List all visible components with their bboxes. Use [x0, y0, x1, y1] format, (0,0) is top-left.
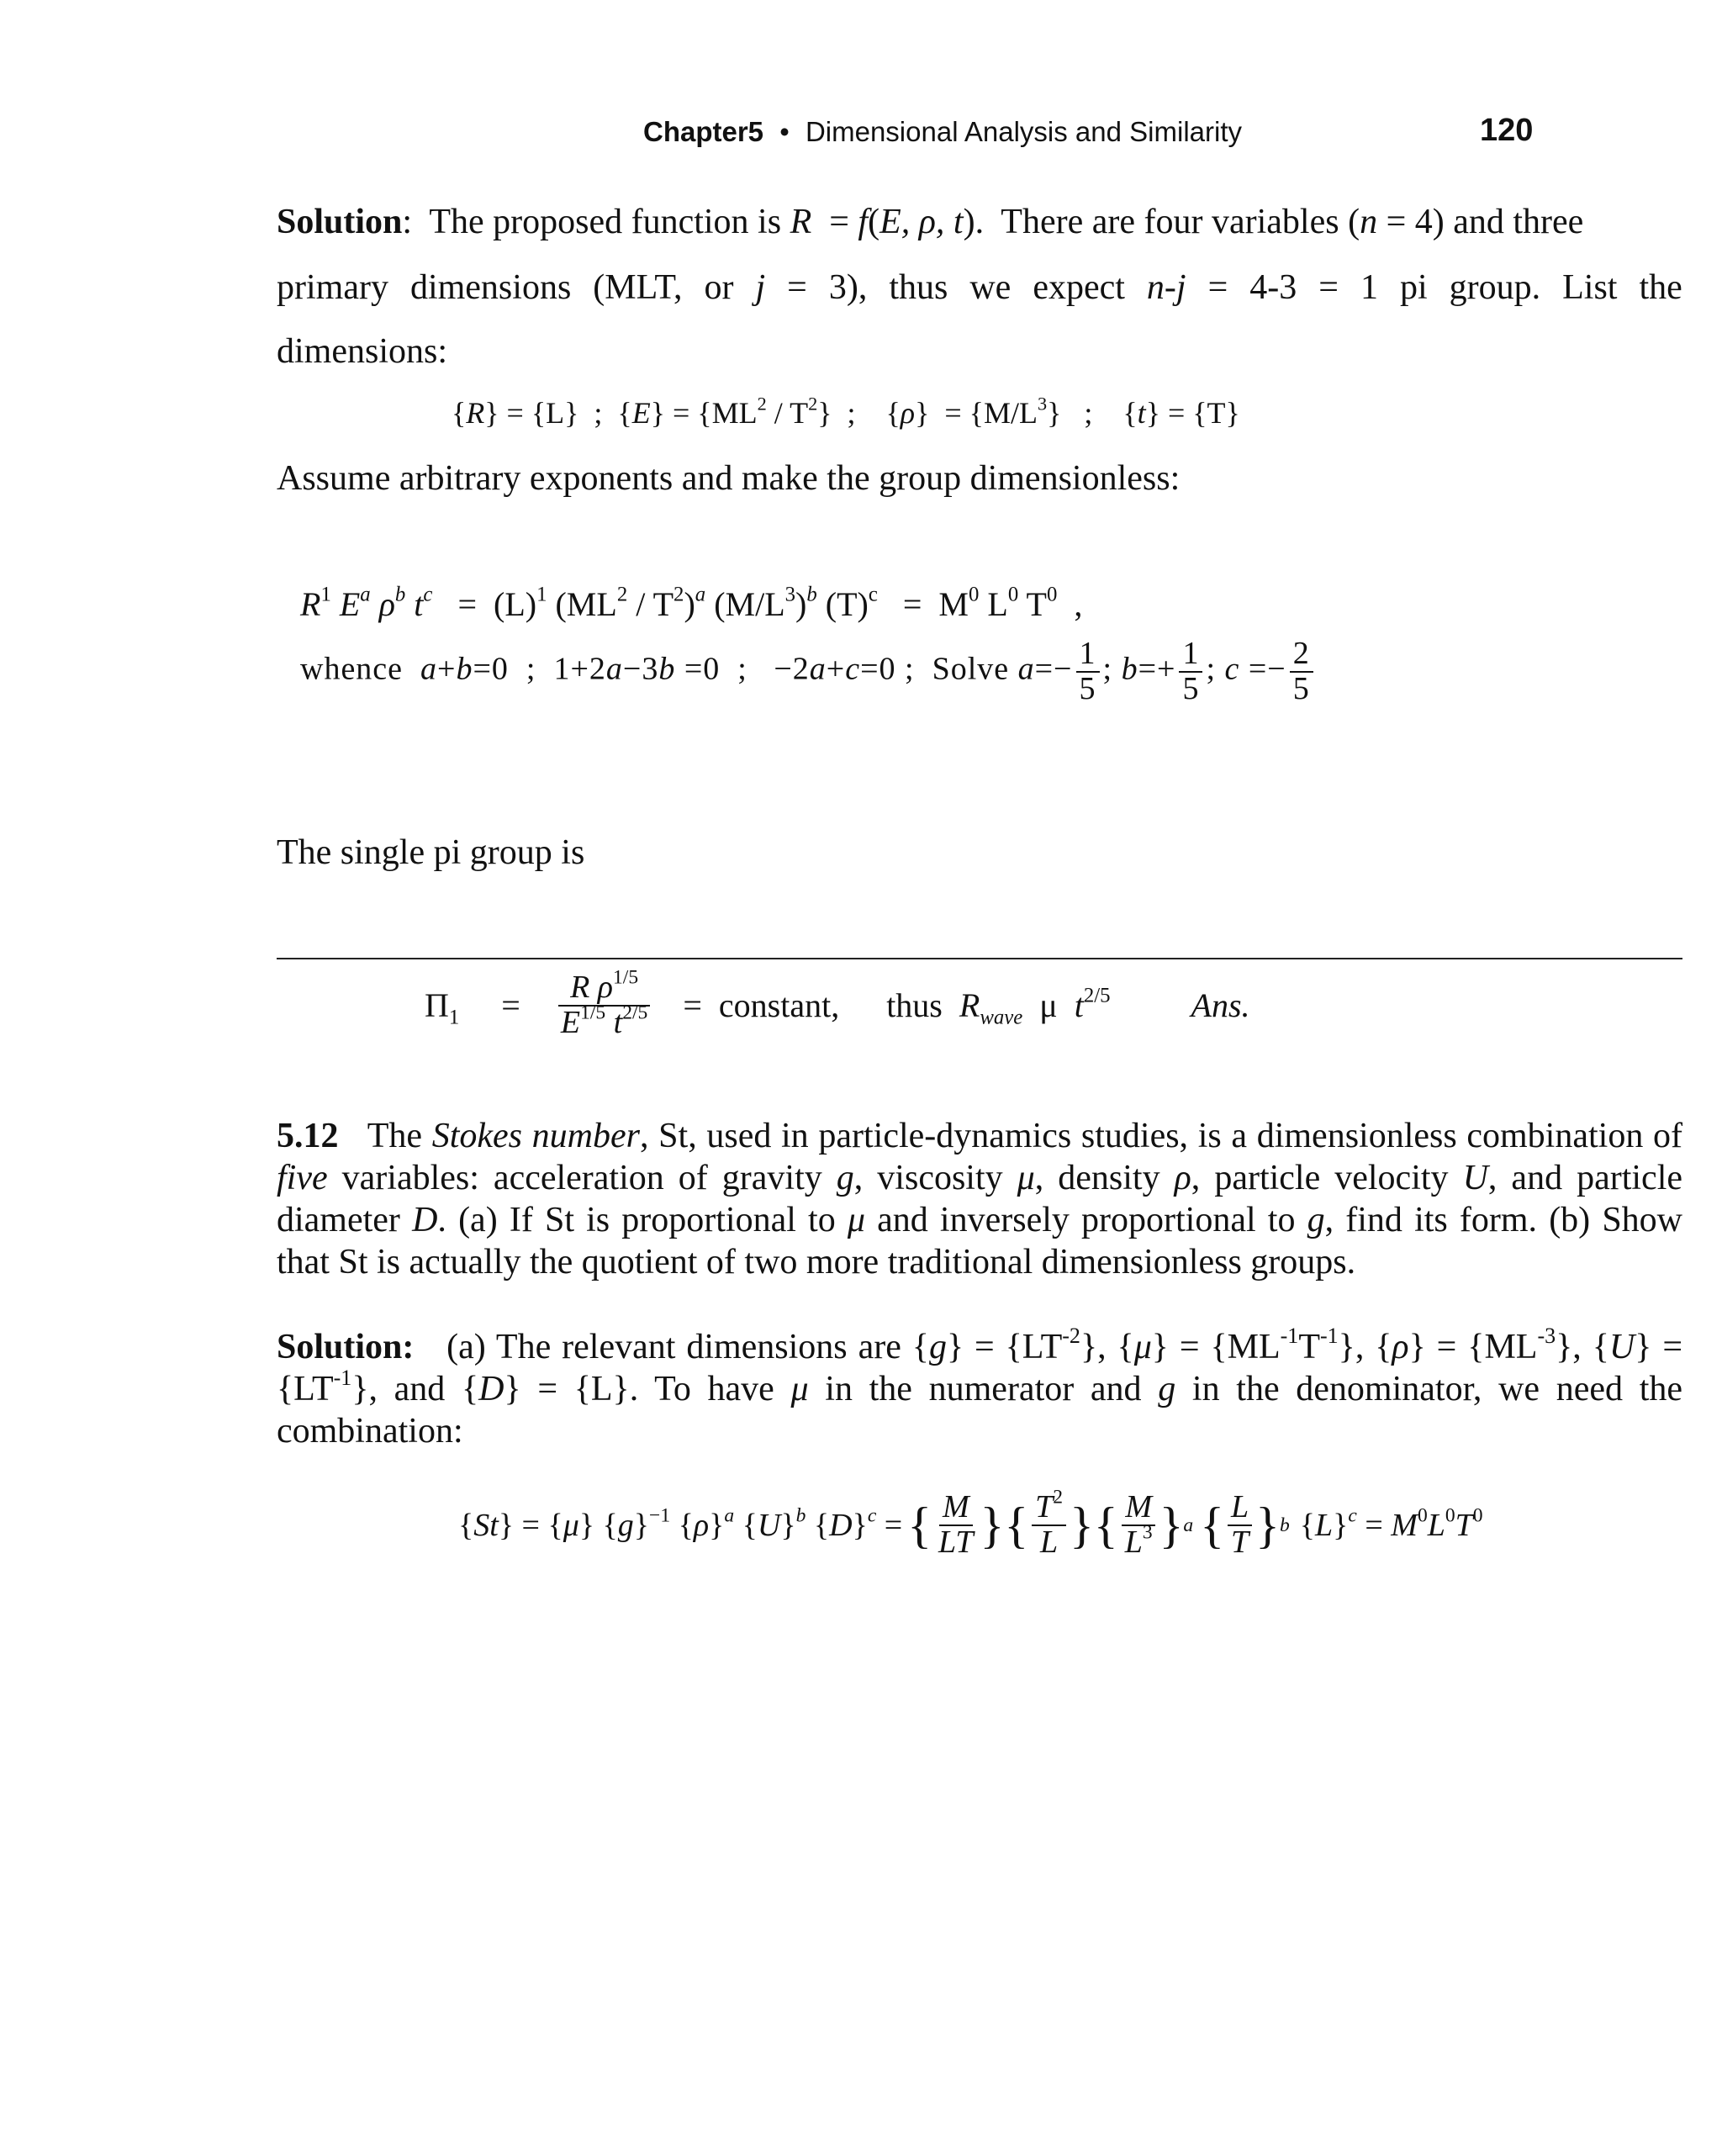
pi-fraction: $\frac{R \rho^{1/5}}{E^{1/5} t^{2/5}}$ [557, 971, 651, 1040]
solution-5-12: Solution: (a) The relevant dimensions are $\{g\} = \{LT^{-2}\}$, $\{\mu\} = \{ML^{-1}T^{-1}\}$, $\{\rho\} = \{ML^{-3}\}$, $\{U\} = \{LT^{-1}\}$, and {D} = {L}. To have μ in the numerator and g in the denominator, we need the combination: [277, 1323, 1683, 1451]
header-bullet: • [779, 116, 790, 147]
assume-line: Assume arbitrary exponents and make the group dimensionless: [277, 459, 1181, 498]
solution-intro-line: Solution: The proposed function is R = f(E, ρ, t). There are four variables (n = 4) and three [277, 203, 1584, 241]
fraction-c: $\frac{2}{5}$ [1290, 637, 1313, 706]
group-equation: $R^1$ $E^a$ $\rho^b$ $t^c = (L)^1$ $(ML^2 / T^2)^a$ $(M/L^3)^b$ $(T)^c = M^0$ $L^0$ $T^0$ , [300, 583, 1083, 623]
page-number: 120 [1480, 113, 1534, 148]
solution-line-2: primary dimensions (MLT, or j = 3), thus we expect n-j = 4-3 = 1 pi group. List the [277, 268, 1682, 307]
dimensions-equation: {R} = {L} ; $\{E\} = \{ML^2 / T^2\}$ ; $\{\rho\} = \{M/L^3\}$ ; {t} = {T} [452, 393, 1240, 430]
problem-5-12: 5.12 The Stokes number, St, used in particle-dynamics studies, is a dimensionless combination of five variables: acceleration of gravity g, viscosity μ, density ρ, particle velocity U, and particle diameter D. (a) If St is proportional to μ and inversely proportional to g, find its form. (b) Show that St is actually the quotient of two more traditional dimensionless groups. [277, 1117, 1683, 1281]
fraction-a: $\frac{1}{5}$ [1076, 637, 1100, 706]
solution-line-3: dimensions: [277, 332, 448, 371]
single-pi-line: The single pi group is [277, 833, 585, 872]
whence-equation: whence a+b=0 ; 1+2a−3b =0 ; −2a+c=0 ; Solve a=− $\frac{1}{5}$ ; b=+ $\frac{1}{5}$ ; c =− $\frac{2}{5}$ [300, 637, 1317, 706]
divider-line [277, 958, 1682, 959]
chapter-label: Chapter5 [643, 116, 764, 147]
pi-result-equation: $\Pi_1$ = $\frac{R \rho^{1/5}}{E^{1/5} t^{2/5}}$ = constant, thus $R_{wave}$ μ $t^{2/5}$ Ans. [425, 966, 1250, 1040]
solution2-label: Solution: [277, 1328, 415, 1366]
running-header [643, 116, 1242, 148]
fraction-b: $\frac{1}{5}$ [1179, 637, 1202, 706]
stokes-equation: {St} = {μ} $\{g\}^{-1}$ $\{\rho\}^a$ $\{U\}^b$ $\{D\}^c$ = { $\frac{M}{LT}$ }{ $\frac{T^2}{L}$ }{ $\frac{M}{L^3}$ } a { $\frac{L}{T}$ } b $\{L\}^c = M^0L^0T^0$ [458, 1488, 1483, 1557]
problem-number: 5.12 [277, 1117, 339, 1155]
chapter-title: Dimensional Analysis and Similarity [805, 116, 1242, 147]
solution-label: Solution [277, 203, 403, 241]
answer-tag: Ans. [1191, 986, 1250, 1025]
